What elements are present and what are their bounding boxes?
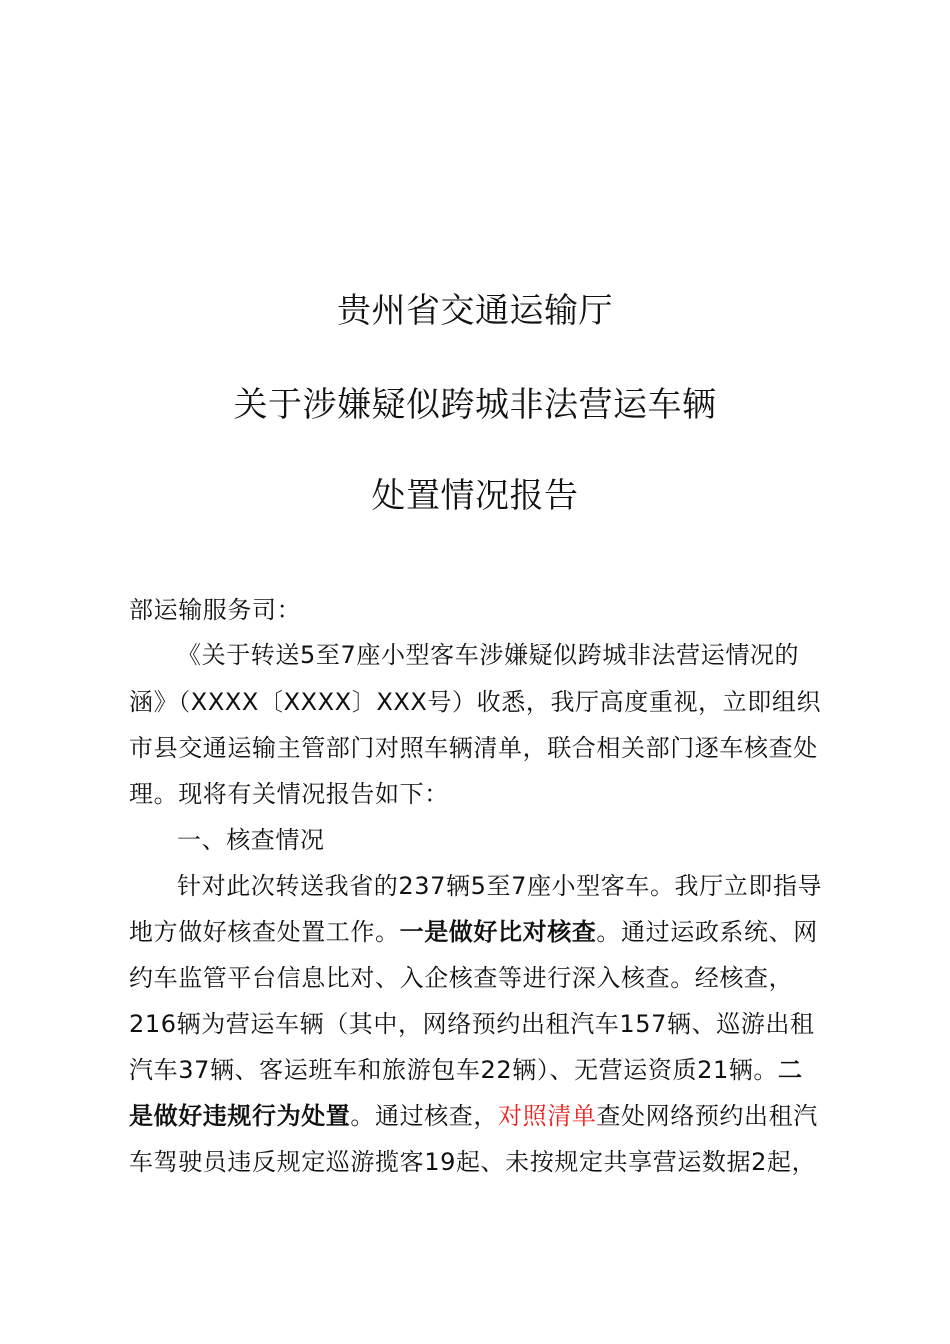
paragraph-1-line-3: 市县交通运输主管部门对照车辆清单，联合相关部门逐车核查处 — [129, 734, 818, 762]
bold-point-two: 是做好违规行为处置 — [129, 1102, 351, 1130]
salutation: 部运输服务司： — [129, 596, 302, 624]
paragraph-2-line-4: 216辆为营运车辆（其中，网络预约出租汽车157辆、巡游出租 — [129, 1010, 815, 1038]
paragraph-2-line-5-text: 汽车37辆、客运班车和旅游包车22辆）、无营运资质21辆。 — [129, 1056, 779, 1084]
paragraph-2-line-2-text: 地方做好核查处置工作。 — [129, 918, 400, 946]
paragraph-2-line-5 — [129, 1052, 859, 1088]
document-title-line-1: 贵州省交通运输厅 — [337, 291, 613, 331]
paragraph-2-line-7: 车驾驶员违反规定巡游揽客19起、未按规定共享营运数据2起， — [129, 1148, 817, 1176]
paragraph-2-line-6-text: 。通过核查， — [350, 1102, 499, 1130]
document-title-line-2: 关于涉嫌疑似跨城非法营运车辆 — [233, 385, 717, 425]
paragraph-1-line-2: 涵》（XXXX〔XXXX〕XXX号）收悉，我厅高度重视，立即组织 — [129, 688, 822, 716]
bold-point-one: 一是做好比对核查 — [399, 918, 597, 946]
paragraph-1-line-4: 理。现将有关情况报告如下： — [129, 780, 449, 808]
paragraph-2-line-2-rest: 。通过运政系统、网 — [596, 918, 818, 946]
document-title-line-3: 处置情况报告 — [371, 476, 579, 516]
paragraph-2-line-6 — [129, 1098, 859, 1134]
paragraph-1-line-1: 《关于转送5至7座小型客车涉嫌疑似跨城非法营运情况的 — [177, 641, 800, 669]
bold-point-two-start: 二 — [778, 1056, 803, 1084]
paragraph-2-line-1: 针对此次转送我省的237辆5至7座小型客车。我厅立即指导 — [177, 872, 823, 900]
section-1-heading: 一、核查情况 — [177, 826, 325, 854]
paragraph-2-line-6-rest: 查处网络预约出租汽 — [596, 1102, 818, 1130]
paragraph-2-line-2 — [129, 914, 859, 950]
highlighted-text: 对照清单 — [498, 1102, 597, 1130]
paragraph-2-line-3: 约车监管平台信息比对、入企核查等进行深入核查。经核查， — [129, 964, 794, 992]
